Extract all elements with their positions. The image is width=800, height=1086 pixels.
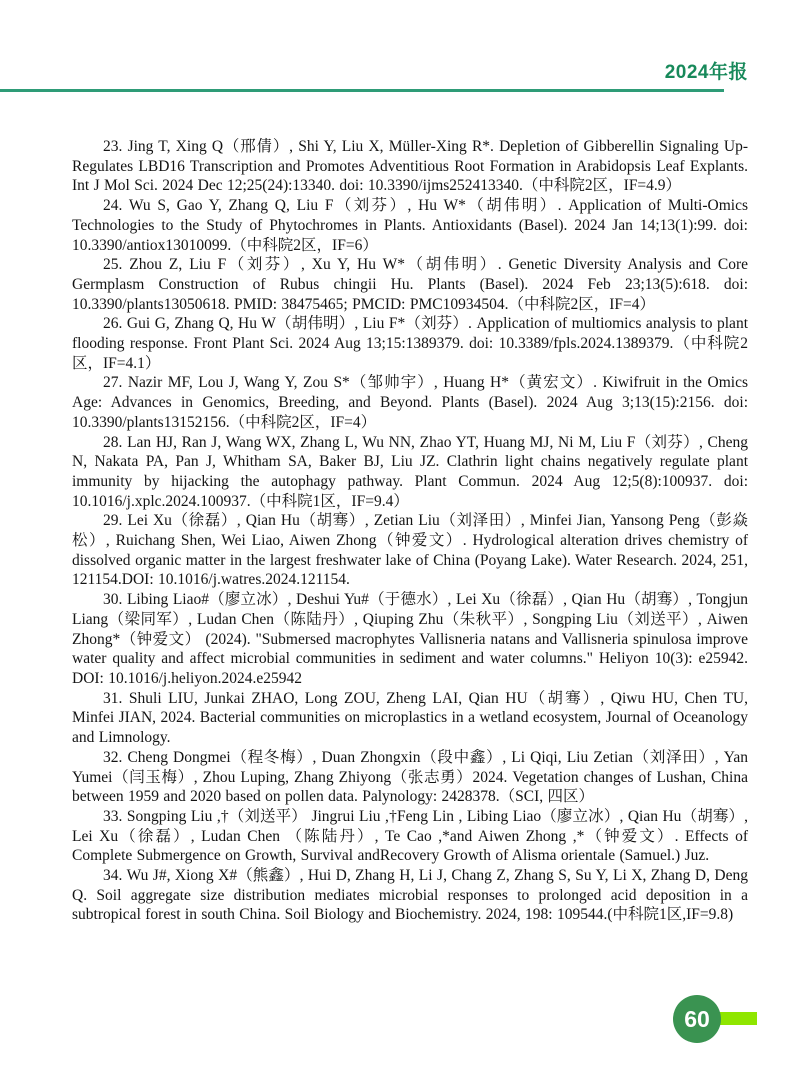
reference-item-34: 34. Wu J#, Xiong X#（熊鑫）, Hui D, Zhang H, Li J, Chang Z, Zhang S, Su Y, Li X, Zhang D, Deng Q. Soil aggregate size distribution mediates microbial responses to prolonged acid deposition in a subtropical forest in south China. Soil Biology and Biochemistry. 2024, 198: 109544.(中科院1区,IF=9.8): [72, 867, 748, 924]
page-number: 60: [673, 995, 721, 1043]
report-title: 2024年报: [664, 62, 748, 83]
reference-item-26: 26. Gui G, Zhang Q, Hu W（胡伟明）, Liu F*（刘芬）. Application of multiomics analysis to plant flooding response. Front Plant Sci. 2024 Aug 13;15:1389379. doi: 10.3389/fpls.2024.1389379.（中科院2区，IF=4.1）: [72, 315, 748, 372]
reference-list: [72, 137, 748, 925]
reference-item-32: 32. Cheng Dongmei（程冬梅）, Duan Zhongxin（段中鑫）, Li Qiqi, Liu Zetian（刘泽田）, Yan Yumei（闫玉梅）, Zhou Luping, Zhang Zhiyong（张志勇）2024. Vegetation changes of Lushan, China between 1959 and 2020 based on pollen data. Palynology: 2428378.（SCI, 四区）: [72, 748, 748, 806]
reference-item-23: 23. Jing T, Xing Q（邢倩）, Shi Y, Liu X, Müller-Xing R*. Depletion of Gibberellin Signaling Up-Regulates LBD16 Transcription and Promotes Adventitious Root Formation in Arabidopsis Leaf Explants. Int J Mol Sci. 2024 Dec 12;25(24):13340. doi: 10.3390/ijms252413340.（中科院2区，IF=4.9）: [72, 138, 748, 195]
reference-item-25: 25. Zhou Z, Liu F（刘芬）, Xu Y, Hu W*（胡伟明）. Genetic Diversity Analysis and Core Germplasm Construction of Rubus chingii Hu. Plants (Basel). 2024 Feb 23;13(5):618. doi: 10.3390/plants13050618. PMID: 38475465; PMCID: PMC10934504.（中科院2区，IF=4）: [72, 256, 748, 313]
reference-item-27: 27. Nazir MF, Lou J, Wang Y, Zou S*（邹帅宇）, Huang H*（黄宏文）. Kiwifruit in the Omics Age: Advances in Genomics, Breeding, and Beyond. Plants (Basel). 2024 Aug 3;13(15):2156. doi: 10.3390/plants13152156.（中科院2区，IF=4）: [72, 374, 748, 431]
header-divider: [0, 89, 724, 92]
reference-item-33: 33. Songping Liu ,†（刘送平） Jingrui Liu ,†Feng Lin , Libing Liao（廖立冰）, Qian Hu（胡骞）, Lei Xu（徐磊）, Ludan Chen （陈陆丹）, Te Cao ,*and Aiwen Zhong ,*（钟爱文）. Effects of Complete Submergence on Growth, Survival andRecovery Growth of Alisma orientale (Samuel.) Juz.: [72, 807, 748, 865]
reference-item-28: 28. Lan HJ, Ran J, Wang WX, Zhang L, Wu NN, Zhao YT, Huang MJ, Ni M, Liu F（刘芬）, Cheng N, Nakata PA, Pan J, Whitham SA, Baker BJ, Liu JZ. Clathrin light chains negatively regulate plant immunity by hijacking the autophagy pathway. Plant Commun. 2024 Aug 12;5(8):100937. doi: 10.1016/j.xplc.2024.100937.（中科院1区，IF=9.4）: [72, 433, 748, 510]
reference-item-30: 30. Libing Liao#（廖立冰）, Deshui Yu#（于德水）, Lei Xu（徐磊）, Qian Hu（胡骞）, Tongjun Liang（梁同军）, Ludan Chen（陈陆丹）, Qiuping Zhu（朱秋平）, Songping Liu（刘送平）, Aiwen Zhong*（钟爱文） (2024). "Submersed macrophytes Vallisneria natans and Vallisneria spinulosa improve water quality and affect microbial communities in sediment and water columns." Heliyon 10(3): e25942. DOI: 10.1016/j.heliyon.2024.e25942: [72, 591, 748, 687]
reference-item-29: 29. Lei Xu（徐磊）, Qian Hu（胡骞）, Zetian Liu（刘泽田）, Minfei Jian, Yansong Peng（彭焱松）, Ruichang Shen, Wei Liao, Aiwen Zhong（钟爱文）. Hydrological alteration drives chemistry of dissolved organic matter in the largest freshwater lake of China (Poyang Lake). Water Research. 2024, 251, 121154.DOI: 10.1016/j.watres.2024.121154.: [72, 512, 748, 589]
reference-item-31: 31. Shuli LIU, Junkai ZHAO, Long ZOU, Zheng LAI, Qian HU（胡骞）, Qiwu HU, Chen TU, Minfei JIAN, 2024. Bacterial communities on microplastics in a wetland ecosystem, Journal of Oceanology and Limnology.: [72, 689, 748, 747]
reference-item-24: 24. Wu S, Gao Y, Zhang Q, Liu F（刘芬）, Hu W*（胡伟明）. Application of Multi-Omics Technologies to the Study of Phytochromes in Plants. Antioxidants (Basel). 2024 Jan 14;13(1):99. doi: 10.3390/antiox13010099.（中科院2区，IF=6）: [72, 197, 748, 254]
page-number-badge: [673, 995, 763, 1045]
